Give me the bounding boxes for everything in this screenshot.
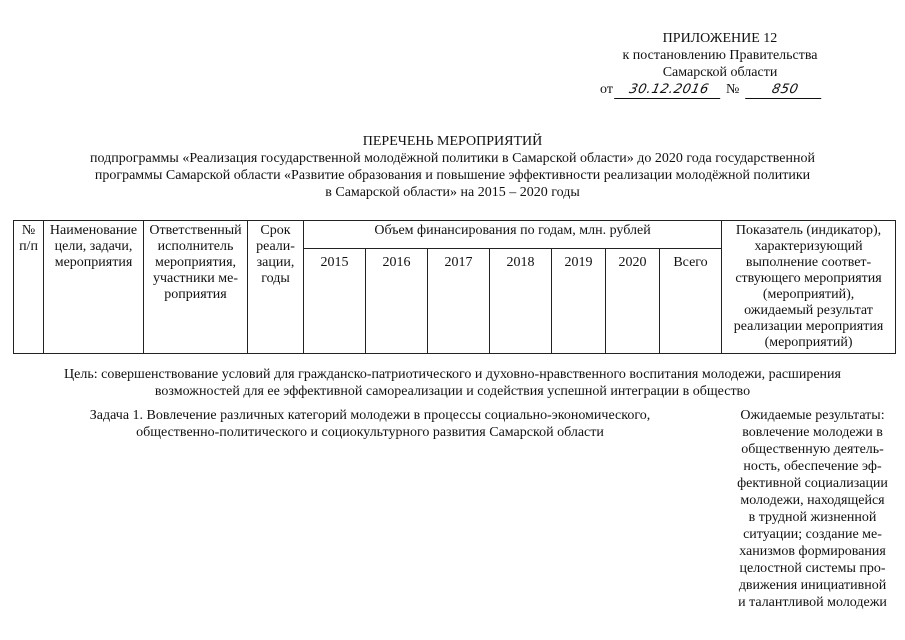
results-line: ханизмов формирования bbox=[739, 544, 886, 559]
year-total: Всего bbox=[660, 249, 722, 354]
goal-line-1: Цель: совершенствование условий для гражданско-патриотического и духовно-нравственного воспитания молодежи, расширения bbox=[64, 367, 841, 382]
col-header-name: Наименование цели, задачи, мероприятия bbox=[44, 221, 144, 354]
results-line: ситуации; создание ме- bbox=[743, 527, 882, 542]
col-header-indicator: Показатель (индикатор), характеризующий выполнение соответ- ствующего мероприятия (мероприятий), ожидаемый результат реализации мероприятия (мероприятий) bbox=[722, 221, 896, 354]
col-header-term: Срок реали- зации, годы bbox=[248, 221, 304, 354]
col-header-number: № п/п bbox=[14, 221, 44, 354]
appendix-title: ПРИЛОЖЕНИЕ 12 bbox=[662, 31, 778, 46]
results-line: молодежи, находящейся bbox=[740, 493, 885, 508]
col-header-financing: Объем финансирования по годам, млн. рублей bbox=[304, 221, 722, 249]
task-line-1: Задача 1. Вовлечение различных категорий молодежи в процессы социально-экономического, bbox=[89, 408, 651, 423]
year-2015: 2015 bbox=[304, 249, 366, 354]
year-2020: 2020 bbox=[606, 249, 660, 354]
year-2016: 2016 bbox=[366, 249, 428, 354]
from-label: от bbox=[600, 82, 613, 97]
appendix-decree-ref: к постановлению Правительства bbox=[622, 48, 818, 63]
col-header-executor: Ответственный исполнитель мероприятия, участники ме- роприятия bbox=[144, 221, 248, 354]
task-line-2: общественно-политического и социокультурного развития Самарской области bbox=[136, 425, 604, 440]
results-line: вовлечение молодежи в bbox=[742, 425, 883, 440]
goal-statement bbox=[20, 366, 885, 400]
task-statement bbox=[70, 407, 670, 441]
results-line: движения инициативной bbox=[738, 578, 887, 593]
results-line: и талантливой молодежи bbox=[738, 595, 887, 610]
title-line-4: в Самарской области» на 2015 – 2020 годы bbox=[325, 185, 580, 200]
year-2017: 2017 bbox=[428, 249, 490, 354]
goal-line-2: возможностей для ее эффективной самореализации и содействия успешной интеграции в общество bbox=[154, 384, 751, 399]
activities-table-header bbox=[13, 220, 896, 354]
expected-results bbox=[725, 407, 900, 611]
results-line: целостной системы про- bbox=[739, 561, 886, 576]
number-label: № bbox=[725, 82, 740, 97]
title-line-1: ПЕРЕЧЕНЬ МЕРОПРИЯТИЙ bbox=[362, 134, 543, 149]
decree-date-number bbox=[600, 81, 823, 99]
handwritten-number: 850 bbox=[745, 81, 825, 99]
results-line: общественную деятель- bbox=[741, 442, 884, 457]
document-title bbox=[20, 133, 885, 201]
results-line: фективной социализации bbox=[737, 476, 888, 491]
year-2019: 2019 bbox=[552, 249, 606, 354]
results-line: в трудной жизненной bbox=[748, 510, 877, 525]
year-2018: 2018 bbox=[490, 249, 552, 354]
results-line: Ожидаемые результаты: bbox=[740, 408, 885, 423]
appendix-header bbox=[590, 30, 850, 81]
title-line-2: подпрограммы «Реализация государственной молодёжной политики в Самарской области» до 2020 года государственной bbox=[90, 151, 815, 166]
handwritten-date: 30.12.2016 bbox=[615, 81, 725, 99]
appendix-region: Самарской области bbox=[662, 65, 778, 80]
title-line-3: программы Самарской области «Развитие образования и повышение эффективности реализации молодёжной политики bbox=[94, 168, 811, 183]
results-line: ность, обеспечение эф- bbox=[743, 459, 882, 474]
